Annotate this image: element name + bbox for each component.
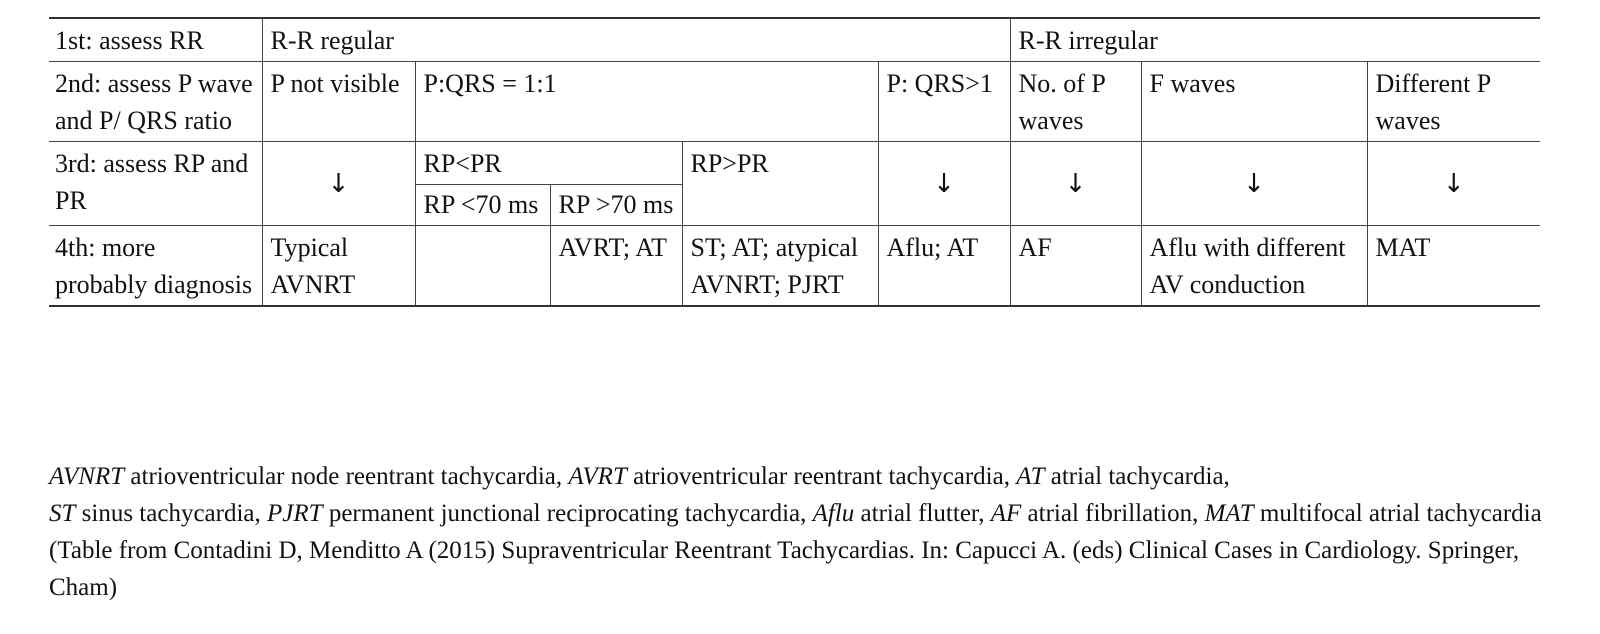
rr-irregular-header: R-R irregular: [1010, 18, 1540, 62]
different-p-waves-cell: Different P waves: [1367, 62, 1540, 142]
mat-cell: MAT: [1367, 226, 1540, 307]
def-aflu: atrial flutter,: [854, 500, 991, 527]
step-2-label: 2nd: assess P wave and P/ QRS ratio: [49, 62, 262, 142]
abbr-avnrt: AVNRT: [49, 463, 125, 490]
rp-gt-pr-cell: RP>PR: [682, 142, 878, 226]
empty-diagnosis-cell: [415, 226, 550, 307]
rp-lt-70ms-cell: RP <70 ms: [415, 185, 550, 226]
def-pjrt: permanent junctional reciprocating tachycardia,: [322, 500, 813, 527]
table-row-rp-pr-a: [49, 142, 1540, 185]
f-waves-cell: F waves: [1141, 62, 1367, 142]
def-at: atrial tachycardia,: [1044, 463, 1230, 490]
abbr-mat: MAT: [1204, 500, 1254, 527]
rp-gt-70ms-cell: RP >70 ms: [550, 185, 682, 226]
af-cell: AF: [1010, 226, 1141, 307]
aflu-different-av-cell: Aflu with different AV conduction: [1141, 226, 1367, 307]
abbr-avrt: AVRT: [568, 463, 627, 490]
p-qrs-1-1-cell: P:QRS = 1:1: [415, 62, 878, 142]
step-4-label: 4th: more probably diagnosis: [49, 226, 262, 307]
abbr-aflu: Aflu: [812, 500, 855, 527]
down-arrow-different-p: ↓: [1367, 142, 1540, 226]
table-row-diagnosis: [49, 226, 1540, 307]
def-mat: multifocal atrial tachycardia (Table from Contadini D, Menditto A (2015) Supraventricular Reentrant Tachycardias. In: Capucci A. (eds) Clinical Cases in Cardiology. Springer, Cham): [49, 500, 1542, 601]
no-p-waves-cell: No. of P waves: [1010, 62, 1141, 142]
table-row-p-wave: [49, 62, 1540, 142]
rp-lt-pr-header: RP<PR: [415, 142, 682, 185]
down-arrow-p-qrs-gt1: ↓: [878, 142, 1010, 226]
table-caption: [49, 458, 1549, 606]
abbr-at: AT: [1016, 463, 1045, 490]
typical-avnrt-cell: Typical AVNRT: [262, 226, 415, 307]
avrt-at-cell: AVRT; AT: [550, 226, 682, 307]
down-arrow-no-p-waves: ↓: [1010, 142, 1141, 226]
down-arrow-f-waves: ↓: [1141, 142, 1367, 226]
def-avrt: atrioventricular reentrant tachycardia,: [626, 463, 1017, 490]
st-at-atypical-cell: ST; AT; atypical AVNRT; PJRT: [682, 226, 878, 307]
svt-diagnosis-table: [49, 17, 1540, 307]
abbr-st: ST: [49, 500, 76, 527]
table-row-rr: [49, 18, 1540, 62]
aflu-at-cell: Aflu; AT: [878, 226, 1010, 307]
abbr-af: AF: [990, 500, 1022, 527]
def-avnrt: atrioventricular node reentrant tachycardia,: [124, 463, 569, 490]
p-qrs-gt1-cell: P: QRS>1: [878, 62, 1010, 142]
p-not-visible-cell: P not visible: [262, 62, 415, 142]
abbr-pjrt: PJRT: [267, 500, 323, 527]
def-af: atrial fibrillation,: [1021, 500, 1205, 527]
def-st: sinus tachycardia,: [75, 500, 268, 527]
down-arrow-p-not-visible: ↓: [262, 142, 415, 226]
diagnosis-table-container: [49, 17, 1540, 307]
step-1-label: 1st: assess RR: [49, 18, 262, 62]
step-3-label: 3rd: assess RP and PR: [49, 142, 262, 226]
rr-regular-header: R-R regular: [262, 18, 1010, 62]
